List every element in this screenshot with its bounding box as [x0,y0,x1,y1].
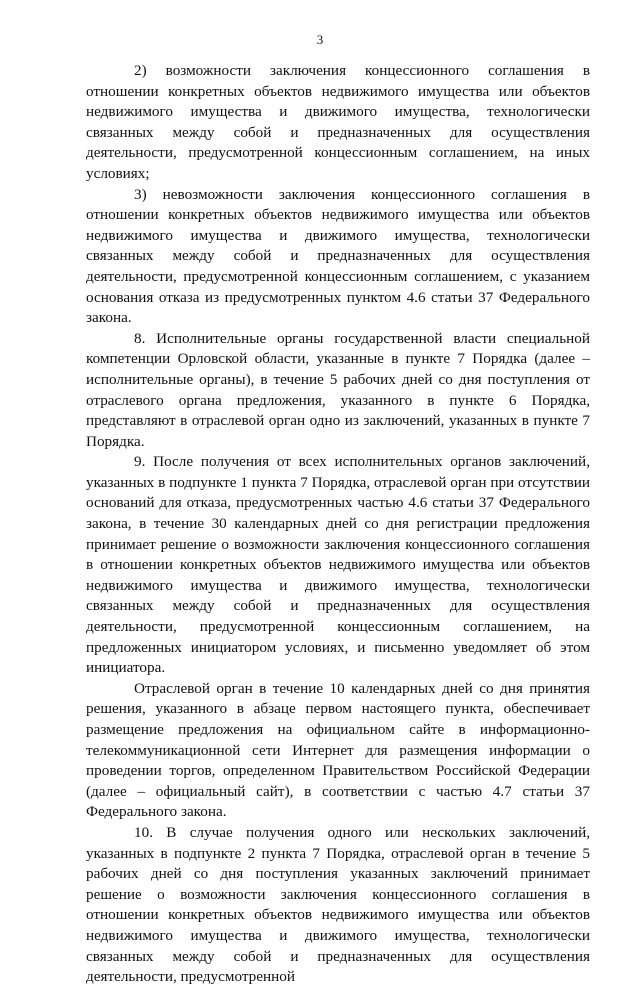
paragraph-item-8: 8. Исполнительные органы государственной власти специальной компетенции Орловской области, указанные в пункте 7 Порядка (далее – исполнительные органы), в течение 5 рабочих дней со дня поступления от отраслевого органа предложения, указанного в пункте 6 Порядка, представляют в отраслевой орган одно из заключений, указанных в пункте 7 Порядка. [86,329,590,450]
page-number: 3 [316,32,324,47]
paragraph-item-9: 9. После получения от всех исполнительных органов заключений, указанных в подпункте 1 пункта 7 Порядка, отраслевой орган при отсутствии оснований для отказа, предусмотренных частью 4.6 статьи 37 Федерального закона, в течение 30 календарных дней со дня регистрации предложения принимает решение о возможности заключения концессионного соглашения в отношении конкретных объектов недвижимого имущества или объектов недвижимого имущества и движимого имущества, технологически связанных между собой и предназначенных для осуществления деятельности, предусмотренной концессионным соглашением, на предложенных инициатором условиях, и письменно уведомляет об этом инициатора. [86,453,590,677]
paragraph-subitem-3: 3) невозможности заключения концессионного соглашения в отношении конкретных объектов недвижимого имущества или объектов недвижимого имущества и движимого имущества, технологически связанных между собой и предназначенных для осуществления деятельности, предусмотренной концессионным соглашением, с указанием основания отказа из предусмотренных пунктом 4.6 статьи 37 Федерального закона. [86,185,590,327]
paragraph-item-10: 10. В случае получения одного или нескольких заключений, указанных в подпункте 2 пункта 7 Порядка, отраслевой орган в течение 5 рабочих дней со дня поступления указанных заключений принимает решение о возможности заключения концессионного соглашения в отношении конкретных объектов недвижимого имущества или объектов недвижимого имущества и движимого имущества, технологически связанных между собой и предназначенных для осуществления деятельности, предусмотренной [86,823,590,986]
paragraph-subitem-2: 2) возможности заключения концессионного соглашения в отношении конкретных объектов недвижимого имущества или объектов недвижимого имущества и движимого имущества, технологически связанных между собой и предназначенных для осуществления деятельности, предусмотренной концессионным соглашением, на иных условиях; [86,62,590,182]
paragraph-item-9-second: Отраслевой орган в течение 10 календарных дней со дня принятия решения, указанного в абзаце первом настоящего пункта, обеспечивает размещение предложения на официальном сайте в информационно-телекоммуникационной сети Интернет для размещения информации о проведении торгов, определенном Правительством Российской Федерации (далее – официальный сайт), в соответствии с частью 4.7 статьи 37 Федерального закона. [86,679,590,821]
document-body [86,61,590,988]
